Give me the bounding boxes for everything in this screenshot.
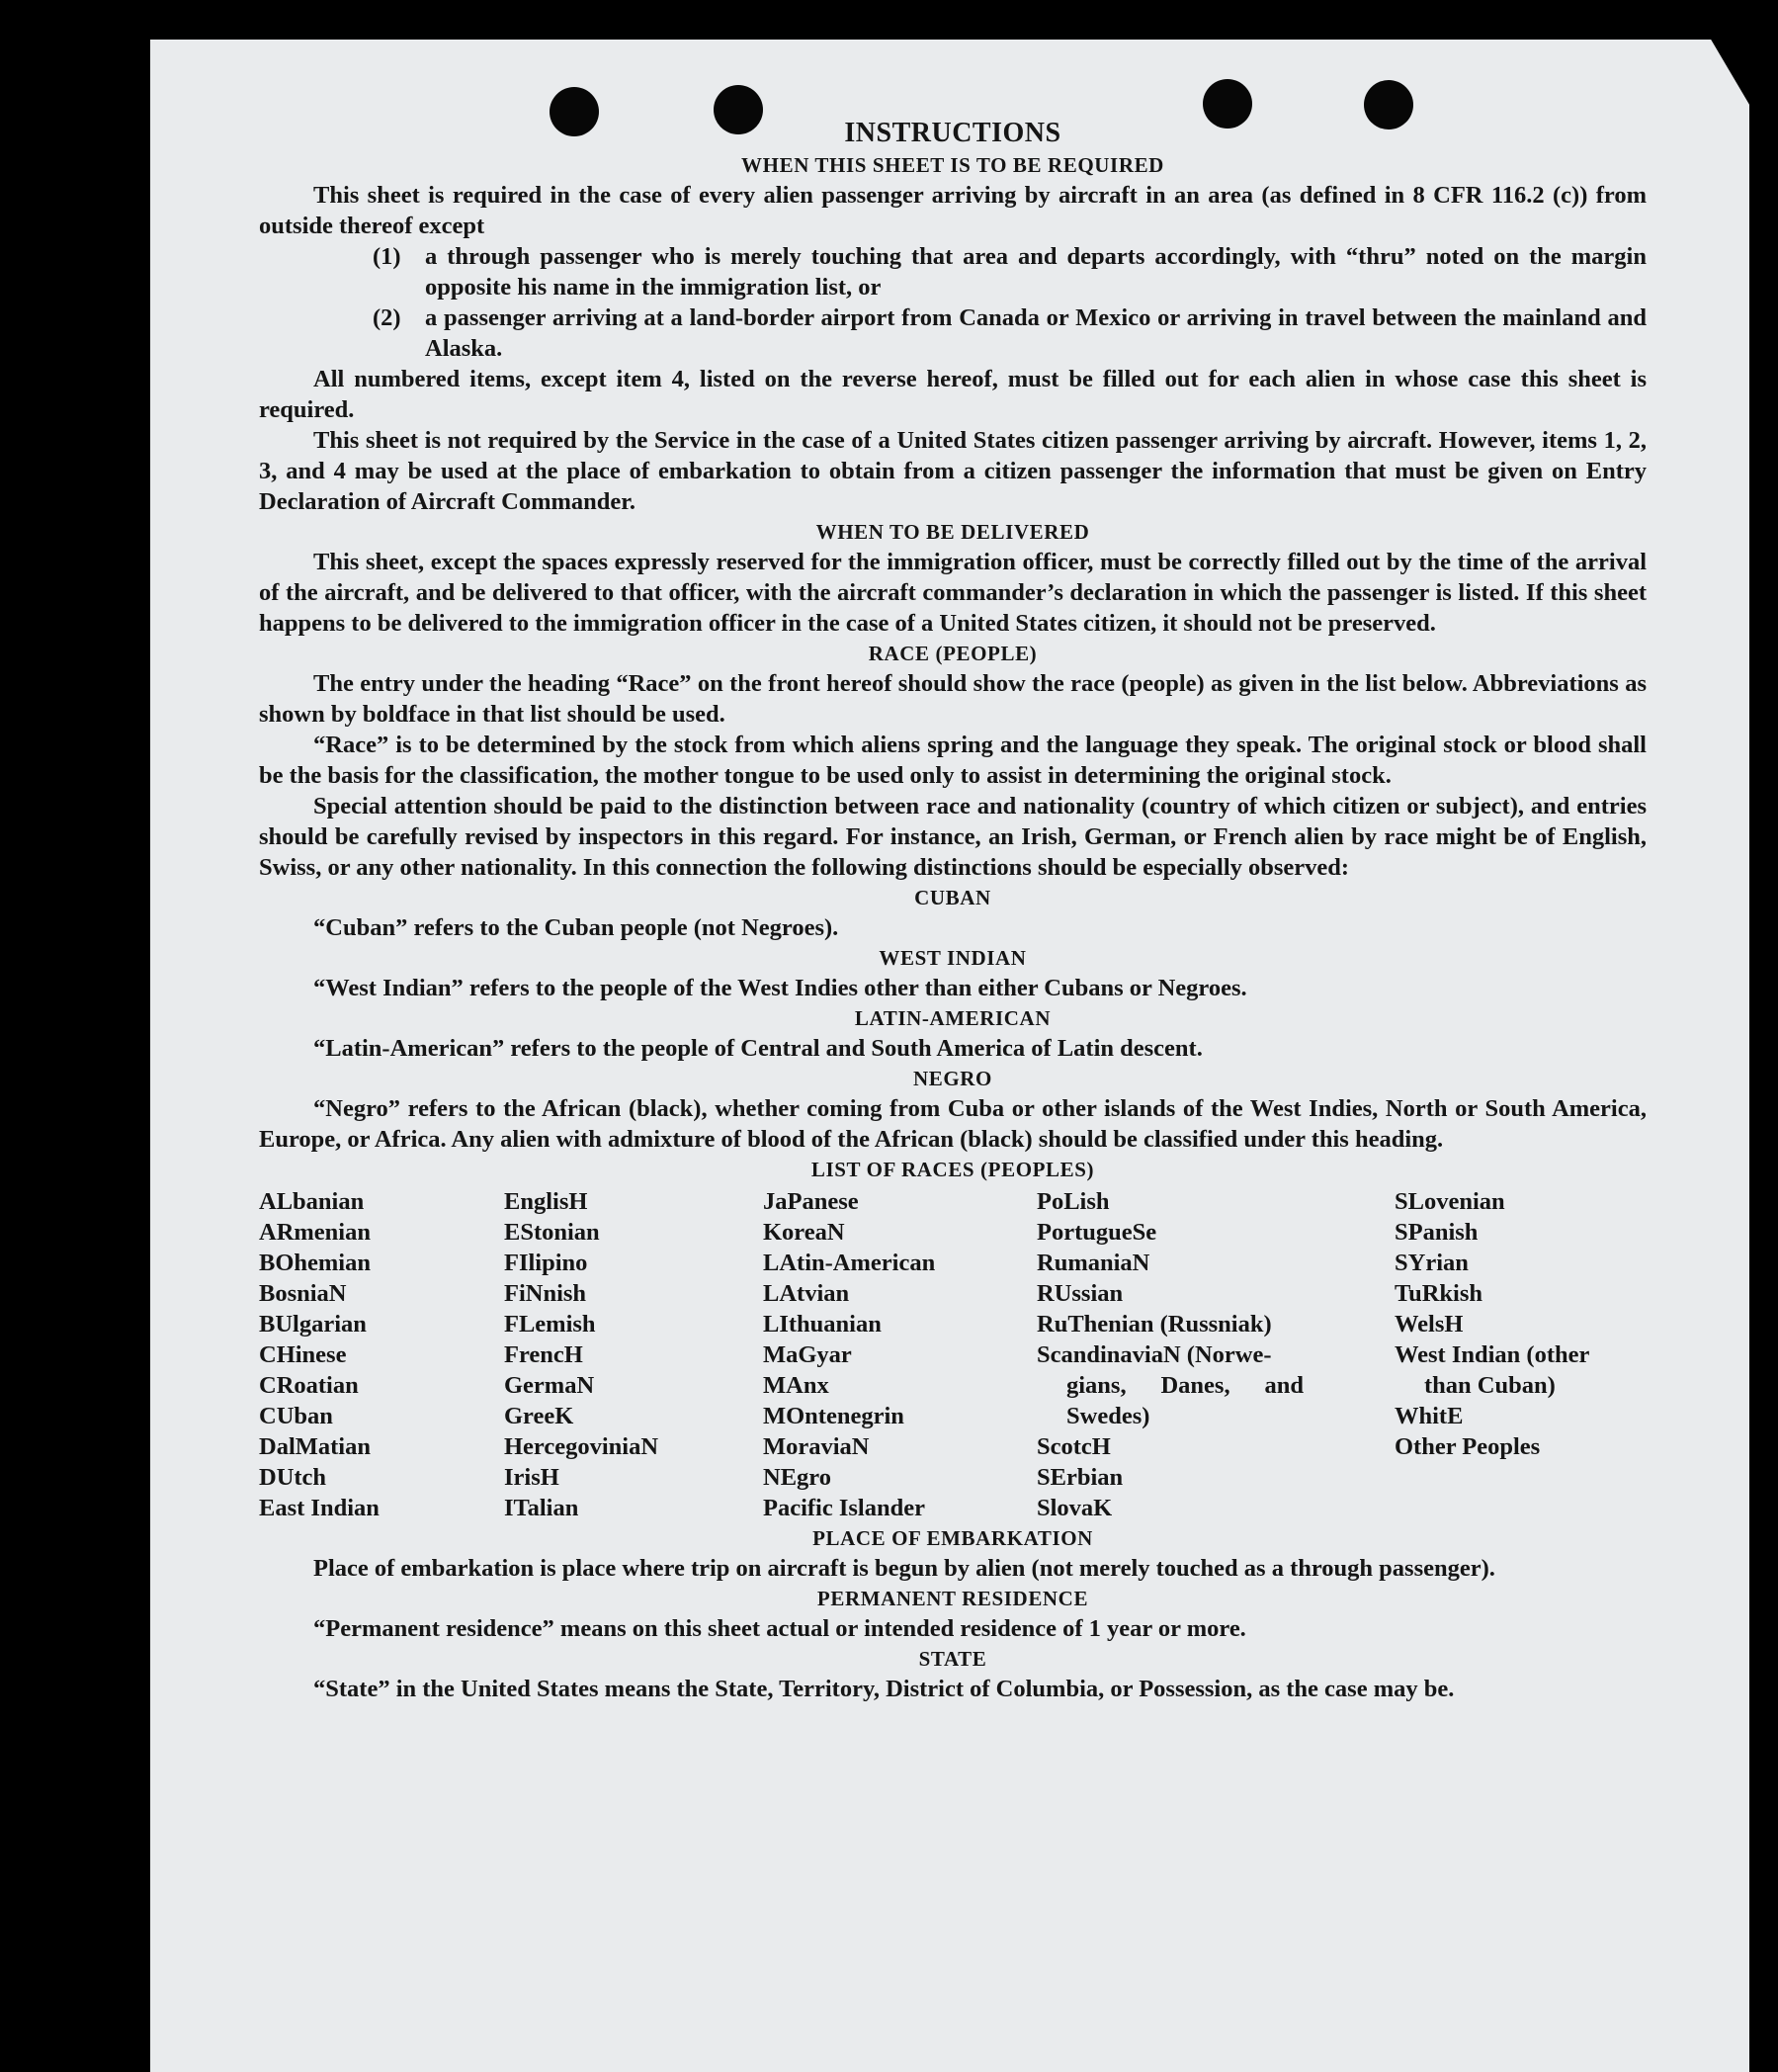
race-entry: BOhemian xyxy=(259,1250,371,1276)
race-entry: PortugueSe xyxy=(1037,1219,1157,1246)
race-entry: LIthuanian xyxy=(763,1311,882,1338)
race-entry: ScotcH xyxy=(1037,1433,1111,1460)
section-heading: PERMANENT RESIDENCE xyxy=(816,1587,1089,1610)
race-entry: MAnx xyxy=(763,1372,829,1399)
paragraph: The entry under the heading “Race” on the front hereof should show the race (people) as given in the list below. Abbreviations as shown by boldface in that list should be used. xyxy=(259,670,1647,728)
race-entry: IrisH xyxy=(504,1464,559,1491)
race-entry: CHinese xyxy=(259,1341,347,1368)
instructions-content xyxy=(259,117,1647,1704)
race-entry: LAtin-American xyxy=(763,1250,936,1276)
race-entry: WelsH xyxy=(1395,1311,1464,1338)
race-entry: GreeK xyxy=(504,1403,574,1429)
item-number: (1) xyxy=(373,243,401,270)
section-heading: NEGRO xyxy=(912,1067,992,1090)
list-item xyxy=(259,241,1647,302)
paragraph: This sheet is not required by the Service in the case of a United States citizen passenger arriving by aircraft. However, items 1, 2, 3, and 4 may be used at the place of embarkation to obtain from a citizen passenger the information that must be given on Entry Declaration of Aircraft Commander. xyxy=(259,427,1647,515)
paragraph: All numbered items, except item 4, listed on the reverse hereof, must be filled out for each alien in whose case this sheet is required. xyxy=(259,366,1647,423)
race-entry: RumaniaN xyxy=(1037,1250,1150,1276)
race-entry: BosniaN xyxy=(259,1280,347,1307)
section-heading: LATIN-AMERICAN xyxy=(854,1006,1052,1030)
race-entry: LAtvian xyxy=(763,1280,850,1307)
race-column xyxy=(1395,1186,1647,1523)
item-text: a through passenger who is merely touching that area and departs accordingly, with “thru” noted on the margin opposite his name in the immigration list, or xyxy=(425,243,1647,301)
section-heading: PLACE OF EMBARKATION xyxy=(812,1526,1093,1550)
race-entry: WhitE xyxy=(1395,1403,1464,1429)
race-entry: West Indian (other xyxy=(1395,1341,1590,1368)
race-entry: SPanish xyxy=(1395,1219,1479,1246)
paragraph: “Latin-American” refers to the people of Central and South America of Latin descent. xyxy=(313,1035,1203,1062)
race-entry: RuThenian (Russniak) xyxy=(1037,1311,1272,1338)
race-entry: Other Peoples xyxy=(1395,1433,1541,1460)
race-entry: FiNnish xyxy=(504,1280,587,1307)
paragraph: Place of embarkation is place where trip on aircraft is begun by alien (not merely touched as a through passenger). xyxy=(313,1555,1495,1582)
section-heading: LIST OF RACES (PEOPLES) xyxy=(810,1158,1095,1181)
race-column xyxy=(763,1186,1037,1523)
race-column xyxy=(504,1186,763,1523)
section-heading: STATE xyxy=(918,1647,987,1671)
race-entry: EStonian xyxy=(504,1219,600,1246)
paragraph: “Race” is to be determined by the stock from which aliens spring and the language they speak. The original stock or blood shall be the basis for the classification, the mother tongue to be used only to assist in determining the original stock. xyxy=(259,732,1647,789)
race-entry: HercegoviniaN xyxy=(504,1433,659,1460)
paragraph: Special attention should be paid to the distinction between race and nationality (country of which citizen or subject), and entries should be carefully revised by inspectors in this regard. For instance, an Irish, German, or French alien by race might be of English, Swiss, or any other nationality. In this connection the following distinctions should be especially observed: xyxy=(259,793,1647,881)
race-entry: SLovenian xyxy=(1395,1188,1505,1215)
race-entry: MOntenegrin xyxy=(763,1403,904,1429)
race-entry: CUban xyxy=(259,1403,333,1429)
race-entry: JaPanese xyxy=(763,1188,859,1215)
section-heading: CUBAN xyxy=(914,886,991,909)
paragraph: “State” in the United States means the State, Territory, District of Columbia, or Possession, as the case may be. xyxy=(313,1676,1455,1702)
paragraph: This sheet is required in the case of every alien passenger arriving by aircraft in an area (as defined in 8 CFR 116.2 (c)) from outside thereof except xyxy=(259,182,1647,239)
race-entry: NEgro xyxy=(763,1464,831,1491)
race-entry: BUlgarian xyxy=(259,1311,367,1338)
race-entry-continuation: gians, Danes, and xyxy=(1066,1372,1304,1399)
section-heading: WHEN THIS SHEET IS TO BE REQUIRED xyxy=(741,153,1164,177)
race-entry: DalMatian xyxy=(259,1433,371,1460)
race-entry: ALbanian xyxy=(259,1188,365,1215)
race-entry: MaGyar xyxy=(763,1341,852,1368)
paragraph: “Permanent residence” means on this sheet actual or intended residence of 1 year or more. xyxy=(313,1615,1246,1642)
list-item xyxy=(259,302,1647,364)
race-entry: FIlipino xyxy=(504,1250,588,1276)
race-entry: FLemish xyxy=(504,1311,596,1338)
race-entry: RUssian xyxy=(1037,1280,1124,1307)
race-entry: ITalian xyxy=(504,1495,579,1521)
race-entry: KoreaN xyxy=(763,1219,845,1246)
paragraph: “West Indian” refers to the people of the West Indies other than either Cubans or Negroes. xyxy=(313,975,1247,1001)
race-entry: EnglisH xyxy=(504,1188,588,1215)
race-column xyxy=(259,1186,504,1523)
race-column xyxy=(1037,1186,1395,1523)
race-entry: CRoatian xyxy=(259,1372,359,1399)
race-entry: SYrian xyxy=(1395,1250,1469,1276)
paragraph: This sheet, except the spaces expressly reserved for the immigration officer, must be correctly filled out by the time of the arrival of the aircraft, and be delivered to that officer, with the aircraft commander’s declaration in which the passenger is listed. If this sheet happens to be delivered to the immigration officer in the case of a United States citizen, it should not be preserved. xyxy=(259,549,1647,637)
section-heading: RACE (PEOPLE) xyxy=(868,642,1038,665)
race-list xyxy=(259,1186,1647,1523)
race-entry: FrencH xyxy=(504,1341,583,1368)
race-entry: PoLish xyxy=(1037,1188,1110,1215)
race-entry: SErbian xyxy=(1037,1464,1124,1491)
race-entry: MoraviaN xyxy=(763,1433,870,1460)
item-text: a passenger arriving at a land-border airport from Canada or Mexico or arriving in travel between the mainland and Alaska. xyxy=(425,304,1647,362)
page-title: INSTRUCTIONS xyxy=(844,118,1061,148)
paragraph: “Negro” refers to the African (black), whether coming from Cuba or other islands of the West Indies, North or South America, Europe, or Africa. Any alien with admixture of blood of the African (black) should be classified under this heading. xyxy=(259,1095,1647,1153)
section-heading: WHEN TO BE DELIVERED xyxy=(815,520,1090,544)
race-entry: SlovaK xyxy=(1037,1495,1113,1521)
race-entry: ScandinaviaN (Norwe- xyxy=(1037,1341,1272,1368)
race-entry: TuRkish xyxy=(1395,1280,1483,1307)
section-heading: WEST INDIAN xyxy=(879,946,1027,970)
item-number: (2) xyxy=(373,304,401,331)
race-entry: ARmenian xyxy=(259,1219,371,1246)
paragraph: “Cuban” refers to the Cuban people (not Negroes). xyxy=(313,914,839,941)
race-entry-continuation: Swedes) xyxy=(1066,1403,1150,1429)
race-entry-continuation: than Cuban) xyxy=(1424,1372,1556,1399)
race-entry: DUtch xyxy=(259,1464,327,1491)
race-entry: East Indian xyxy=(259,1495,380,1521)
race-entry: GermaN xyxy=(504,1372,595,1399)
race-entry: Pacific Islander xyxy=(763,1495,925,1521)
